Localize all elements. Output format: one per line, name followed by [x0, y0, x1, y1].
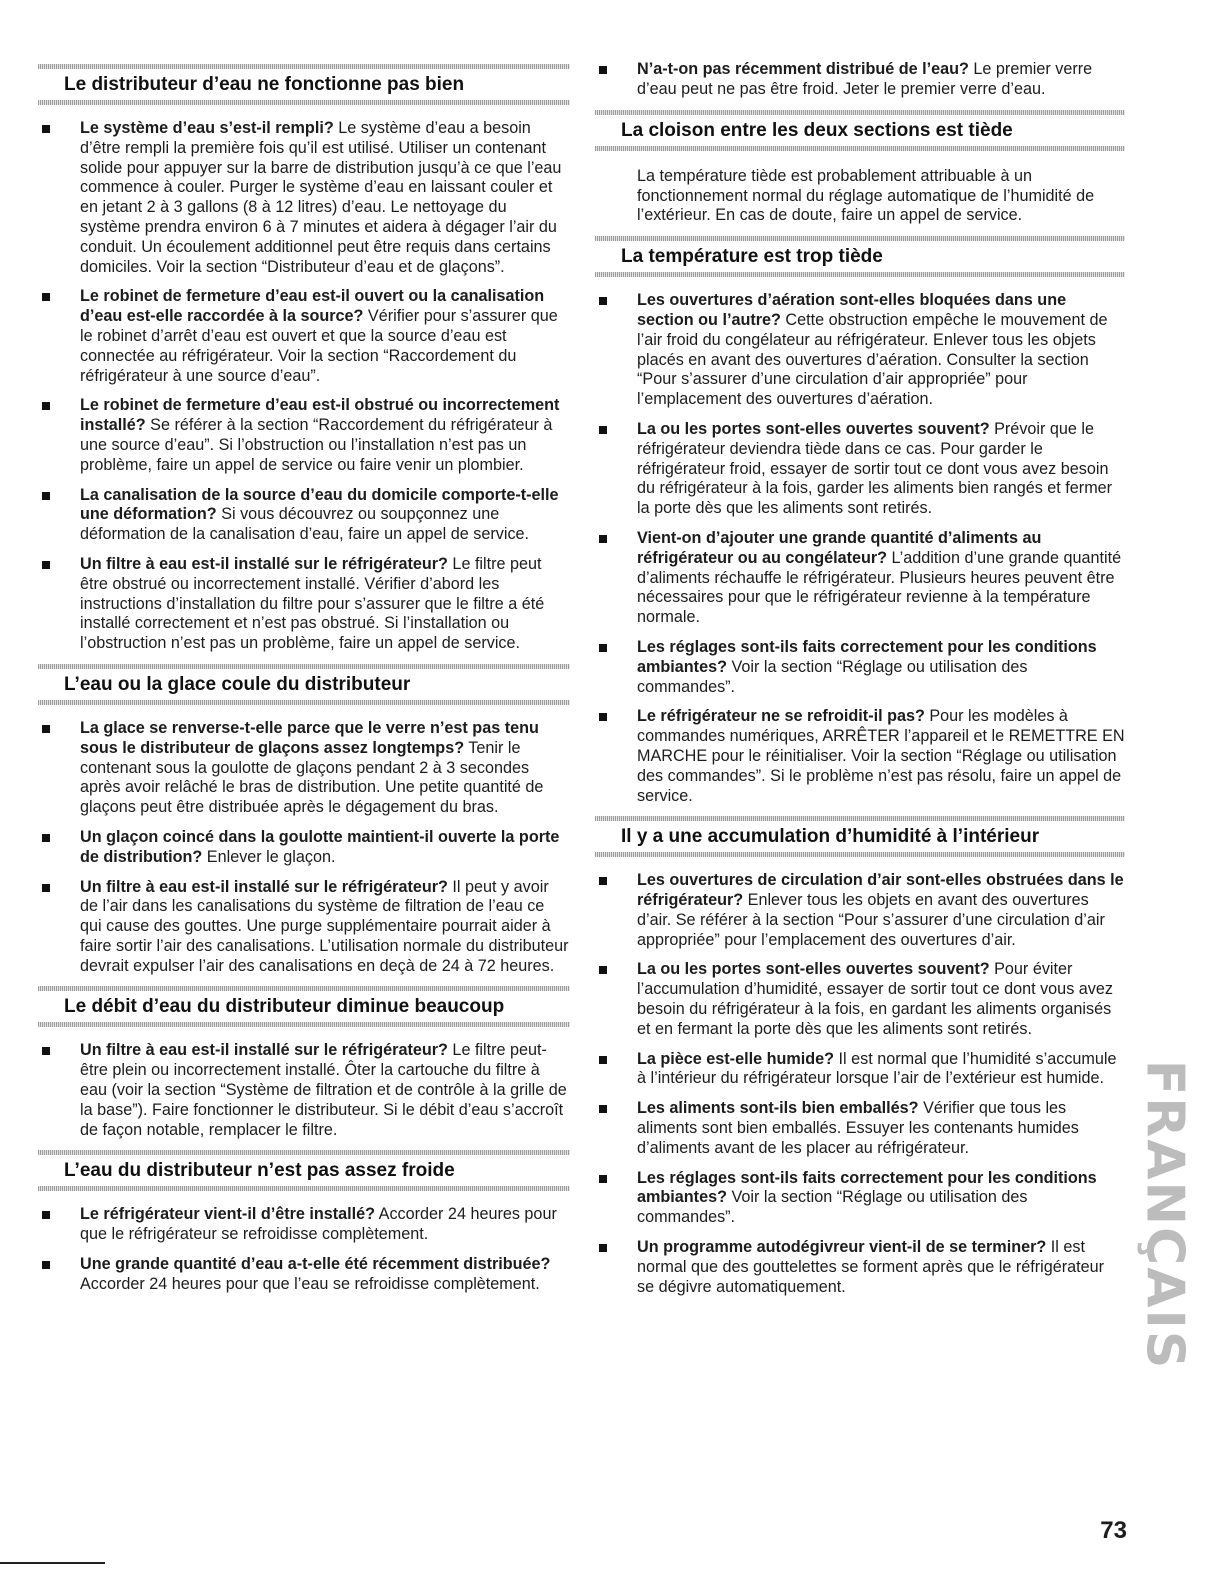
list-item	[595, 871, 1125, 950]
item-answer: Voir la section “Réglage ou utilisation des commandes”.	[637, 1188, 1028, 1227]
bullet-icon	[42, 561, 50, 569]
item-question: Un filtre à eau est-il installé sur le réfrigérateur?	[80, 877, 448, 896]
bullet-icon	[599, 535, 607, 543]
bullet-icon	[599, 644, 607, 652]
bullet-icon	[599, 1175, 607, 1183]
item-answer: Le premier verre d’eau peut ne pas être froid. Jeter le premier verre d’eau.	[637, 60, 1093, 98]
item-answer: Accorder 24 heures pour que le réfrigérateur se refroidisse complètement.	[80, 1205, 557, 1244]
section-title: Il y a une accumulation d’humidité à l’intérieur	[621, 826, 1040, 848]
item-question: La ou les portes sont-elles ouvertes souvent?	[637, 419, 990, 438]
intro-item-list	[595, 60, 1125, 100]
trouble-section	[595, 816, 1125, 1297]
section-rule-bottom	[595, 852, 1125, 857]
item-question: Les ouvertures d’aération sont-elles bloquées dans une section ou l’autre?	[637, 291, 1067, 329]
item-list	[38, 1041, 570, 1140]
section-rule-bottom	[595, 272, 1125, 277]
section-header	[595, 110, 1125, 151]
item-list	[38, 119, 570, 654]
item-answer: Le filtre peut être obstrué ou incorrectement installé. Vérifier d’abord les instructions d’installation du filtre pour s’assurer que le filtre a été installé correctement et n’est pas obstrué. Si l’installation ou l’obstruction n’est pas un problème, faire un appel de service.	[80, 554, 545, 653]
section-header	[38, 1150, 570, 1191]
bullet-icon	[42, 293, 50, 301]
item-list	[595, 291, 1125, 806]
item-question: La ou les portes sont-elles ouvertes souvent?	[637, 960, 990, 979]
item-question: Un filtre à eau est-il installé sur le réfrigérateur?	[80, 554, 448, 573]
item-list	[595, 871, 1125, 1297]
section-title: L’eau ou la glace coule du distributeur	[64, 673, 411, 695]
language-label: FRANÇAIS	[1134, 1059, 1194, 1371]
item-answer: L’addition d’une grande quantité d’aliments réchauffe le réfrigérateur. Plusieurs heures peuvent être nécessaires pour que le réfrigérateur revienne à la température normale.	[637, 548, 1122, 627]
item-question: La pièce est-elle humide?	[637, 1049, 835, 1068]
item-question: Le robinet de fermeture d’eau est-il ouvert ou la canalisation d’eau est-elle raccordée à la source?	[80, 287, 545, 326]
bullet-icon	[42, 1211, 50, 1219]
item-answer: Vérifier que tous les aliments sont bien emballés. Essuyer les contenants humides d’aliments avant de les placer au réfrigérateur.	[637, 1099, 1079, 1157]
item-answer: Il peut y avoir de l’air dans les canalisations du système de filtration de l’eau ce qui cause des gouttes. Une purge supplémentaire pourrait aider à faire sortir l’air des canalisations. L’utilisation normale du distributeur devrait expulser l’air des canalisations en deçà de 24 à 72 heures.	[80, 877, 569, 975]
item-question: Le réfrigérateur vient-il d’être installé?	[80, 1205, 376, 1224]
bullet-icon	[599, 713, 607, 721]
list-item	[595, 529, 1125, 628]
bullet-icon	[599, 426, 607, 434]
list-item	[38, 396, 570, 475]
section-header	[38, 64, 570, 105]
left-column	[38, 60, 570, 1305]
bullet-icon	[599, 1244, 607, 1252]
section-header	[595, 236, 1125, 277]
item-question: Un programme autodégivreur vient-il de se terminer?	[637, 1238, 1047, 1257]
trouble-section	[38, 1150, 570, 1294]
list-item	[38, 828, 570, 868]
bullet-icon	[599, 877, 607, 885]
section-title: La cloison entre les deux sections est tiède	[621, 119, 1013, 141]
list-item	[595, 1238, 1125, 1297]
item-question: Les aliments sont-ils bien emballés?	[637, 1099, 919, 1118]
trouble-section	[595, 110, 1125, 227]
item-question: Un glaçon coincé dans la goulotte maintient-il ouverte la porte de distribution?	[80, 827, 560, 866]
list-item	[38, 1255, 570, 1295]
page-number: 73	[1100, 1517, 1127, 1544]
trouble-section	[595, 236, 1125, 806]
list-item	[595, 420, 1125, 519]
list-item	[38, 1205, 570, 1245]
section-rule-bottom	[38, 1022, 570, 1027]
list-item	[595, 960, 1125, 1039]
trouble-section	[38, 64, 570, 654]
item-question: Le réfrigérateur ne se refroidit-il pas?	[637, 707, 925, 726]
section-title: La température est trop tiède	[621, 246, 883, 268]
item-question: La glace se renverse-t-elle parce que le verre n’est pas tenu sous le distributeur de glaçons assez longtemps?	[80, 718, 539, 757]
item-answer: Accorder 24 heures pour que l’eau se refroidisse complètement.	[80, 1274, 540, 1293]
item-answer: Il est normal que des gouttelettes se forment après que le réfrigérateur se dégivre automatiquement.	[637, 1238, 1105, 1296]
right-sections	[595, 110, 1125, 1298]
bullet-icon	[42, 125, 50, 133]
item-answer: Voir la section “Réglage ou utilisation des commandes”.	[637, 657, 1028, 696]
item-question: Un filtre à eau est-il installé sur le réfrigérateur?	[80, 1041, 448, 1060]
section-title: L’eau du distributeur n’est pas assez froide	[64, 1160, 455, 1182]
list-item	[38, 555, 570, 654]
bullet-icon	[42, 834, 50, 842]
trouble-section	[38, 664, 570, 977]
list-item	[595, 1050, 1125, 1090]
item-answer: Si vous découvrez ou soupçonnez une déformation de la canalisation d’eau, faire un appel de service.	[80, 505, 530, 544]
item-list	[38, 1205, 570, 1294]
right-column	[595, 60, 1125, 1307]
bullet-icon	[599, 66, 607, 74]
item-answer: Prévoir que le réfrigérateur deviendra tiède dans ce cas. Pour garder le réfrigérateur froid, essayer de sortir tout ce dont vous avez besoin du réfrigérateur à la fois, garder les aliments bien rangés et fermer la porte dès que les aliments sont retirés.	[637, 419, 1113, 518]
bullet-icon	[42, 492, 50, 500]
item-question: Le robinet de fermeture d’eau est-il obstrué ou incorrectement installé?	[80, 396, 560, 435]
list-item	[38, 486, 570, 545]
section-rule-bottom	[38, 100, 570, 105]
section-rule-bottom	[38, 1186, 570, 1191]
item-answer: Il est normal que l’humidité s’accumule à l’intérieur du réfrigérateur lorsque l’air de l’extérieur est humide.	[637, 1049, 1117, 1088]
item-answer: Le filtre peut-être plein ou incorrectement installé. Ôter la cartouche du filtre à eau (voir la section “Système de filtration et de contrôle à la grille de la base”). Faire fonctionner le distributeur. Si le débit d’eau s’accroît de façon notable, remplacer le filtre.	[80, 1041, 567, 1139]
item-question: Les réglages sont-ils faits correctement pour les conditions ambiantes?	[637, 637, 1097, 676]
item-answer: Enlever le glaçon.	[202, 847, 336, 866]
bullet-icon	[599, 1105, 607, 1113]
section-header	[595, 816, 1125, 857]
list-item	[38, 287, 570, 386]
item-question: Le système d’eau s’est-il rempli?	[80, 119, 334, 137]
footer-divider	[0, 1562, 105, 1564]
item-answer: Le système d’eau a besoin d’être rempli la première fois qu’il est utilisé. Utiliser un contenant solide pour appuyer sur la barre de distribution jusqu’à ce que l’eau commence à couler. Purger le système d’eau en laissant couler et en jetant 2 à 3 gallons (8 à 12 litres) d’eau. Le nettoyage du système prendra environ 6 à 7 minutes et aidera à dégager l’air du conduit. Un écoulement additionnel peut être requis dans certains domiciles. Voir la section “Distributeur d’eau et de glaçons”.	[80, 119, 562, 276]
list-item	[595, 707, 1125, 806]
item-answer: Vérifier pour s’assurer que le robinet d’arrêt d’eau est ouvert et que la source d’eau est connectée au réfrigérateur. Voir la section “Raccordement du réfrigérateur à une source d’eau”.	[80, 307, 558, 385]
list-item	[38, 119, 570, 277]
list-item	[595, 638, 1125, 697]
item-question: Vient-on d’ajouter une grande quantité d’aliments au réfrigérateur ou au congélateur?	[637, 528, 1042, 567]
item-list	[38, 719, 570, 977]
section-header	[38, 986, 570, 1027]
list-item	[595, 1169, 1125, 1228]
bullet-icon	[599, 297, 607, 305]
section-rule-bottom	[38, 700, 570, 705]
section-paragraph: La température tiède est probablement attribuable à un fonctionnement normal du réglage automatique de l’humidité de l’extérieur. En cas de doute, faire un appel de service.	[637, 166, 1095, 225]
item-answer: Cette obstruction empêche le mouvement de l’air froid du congélateur au réfrigérateur. Enlever tous les objets placés en avant des ouvertures d’aération. Consulter la section “Pour s’assurer d’une circulation d’air appropriée” pour l’emplacement des ouvertures d’aération.	[637, 310, 1108, 409]
section-header	[38, 664, 570, 705]
bullet-icon	[599, 966, 607, 974]
list-item	[38, 878, 570, 977]
list-item	[595, 1099, 1125, 1158]
language-side-tab	[1134, 1059, 1194, 1371]
item-question: La canalisation de la source d’eau du domicile comporte-t-elle une déformation?	[80, 485, 559, 524]
bullet-icon	[42, 402, 50, 410]
item-answer: Enlever tous les objets en avant des ouvertures d’air. Se référer à la section “Pour s’assurer d’une circulation d’air appropriée” pour l’emplacement des ouvertures d’air.	[637, 891, 1105, 949]
section-title: Le distributeur d’eau ne fonctionne pas bien	[64, 74, 465, 95]
item-question: N’a-t-on pas récemment distribué de l’eau?	[637, 60, 969, 78]
item-answer: Se référer à la section “Raccordement du réfrigérateur à une source d’eau”. Si l’obstruction ou l’installation n’est pas un problème, faire un appel de service ou faire venir un plombier.	[80, 416, 553, 474]
section-rule-bottom	[595, 146, 1125, 151]
item-answer: Tenir le contenant sous la goulotte de glaçons pendant 2 à 3 secondes après avoir relâché le bras de distribution. Une petite quantité de glaçons peut être distribuée après le dégagement du bras.	[80, 738, 544, 817]
bullet-icon	[42, 1261, 50, 1269]
bullet-icon	[42, 1047, 50, 1055]
section-title: Le débit d’eau du distributeur diminue beaucoup	[64, 996, 505, 1018]
list-item	[38, 1041, 570, 1140]
item-answer: Pour éviter l’accumulation d’humidité, essayer de sortir tout ce dont vous avez besoin du réfrigérateur à la fois, en gardant les aliments organisés et en fermant la porte dès que les aliments sont retirés.	[637, 960, 1113, 1038]
item-question: Une grande quantité d’eau a-t-elle été récemment distribuée?	[80, 1255, 551, 1274]
bullet-icon	[599, 1056, 607, 1064]
list-item	[595, 291, 1125, 410]
item-question: Les réglages sont-ils faits correctement pour les conditions ambiantes?	[637, 1168, 1097, 1207]
trouble-section	[38, 986, 570, 1140]
item-question: Les ouvertures de circulation d’air sont-elles obstruées dans le réfrigérateur?	[637, 871, 1124, 910]
list-item	[595, 60, 1125, 100]
bullet-icon	[42, 884, 50, 892]
item-answer: Pour les modèles à commandes numériques, ARRÊTER l’appareil et le REMETTRE EN MARCHE pour le réinitialiser. Voir la section “Réglage ou utilisation des commandes”. Si le problème n’est pas résolu, faire un appel de service.	[637, 707, 1125, 805]
bullet-icon	[42, 725, 50, 733]
list-item	[38, 719, 570, 818]
